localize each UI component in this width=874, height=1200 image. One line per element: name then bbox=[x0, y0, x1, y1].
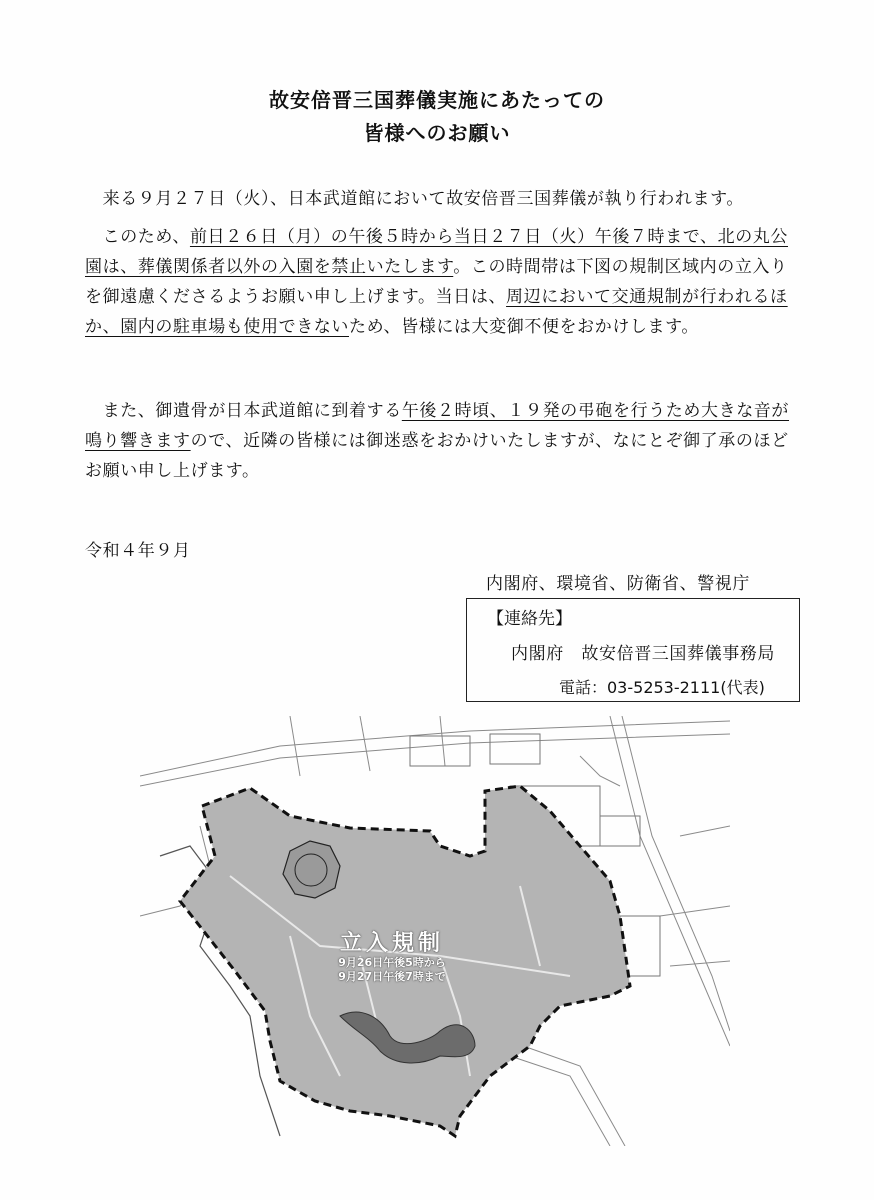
paragraph-2-text-c: ため、皆様には大変御不便をおかけします。 bbox=[349, 317, 699, 337]
restriction-start: 9月26日午後5時から bbox=[338, 956, 446, 969]
contact-box bbox=[466, 598, 800, 702]
paragraph-2-underlined-traffic: 周辺において交通規制が行われるほか、園内の駐車場も使用できない bbox=[85, 287, 788, 337]
paragraph-3-text-b: ので、近隣の皆様には御迷惑をおかけいたしますが、なにとぞ御了承のほどお願い申し上げます。 bbox=[85, 431, 789, 481]
paragraph-3-text-a: また、御遺骨が日本武道館に到着する bbox=[102, 401, 402, 421]
paragraph-2-text-b: 。この時間帯は下図の規制区域内の立入りを御遠慮くださるようお願い申し上げます。当日は、 bbox=[85, 257, 788, 307]
paragraph-salute bbox=[85, 396, 795, 486]
contact-office: 内閣府 故安倍晋三国葬儀事務局 bbox=[511, 644, 775, 664]
notice-title-line2: 皆様へのお願い bbox=[363, 121, 511, 145]
contact-header: 【連絡先】 bbox=[487, 609, 572, 629]
restriction-end: 9月27日午後7時まで bbox=[338, 970, 446, 983]
issue-date: 令和４年９月 bbox=[85, 541, 191, 561]
paragraph-announcement bbox=[85, 184, 795, 214]
restriction-label: 立入規制 bbox=[339, 931, 444, 956]
paragraph-2-text-a: このため、 bbox=[102, 227, 190, 247]
paragraph-3-underlined-salute: 午後２時頃、１９発の弔砲を行うため大きな音が鳴り響きます bbox=[85, 401, 790, 451]
paragraph-1-text: 来る９月２７日（火）、日本武道館において故安倍晋三国葬儀が執り行われます。 bbox=[102, 189, 744, 209]
contact-phone: 電話：03-5253-2111(代表) bbox=[559, 678, 765, 697]
issuing-agencies: 内閣府、環境省、防衛省、警視庁 bbox=[486, 574, 750, 594]
notice-title-line1: 故安倍晋三国葬儀実施にあたっての bbox=[269, 88, 605, 112]
paragraph-2-underlined-closure: 前日２６日（月）の午後５時から当日２７日（火）午後７時まで、北の丸公園は、葬儀関係者以外の入園を禁止いたします bbox=[85, 227, 788, 277]
paragraph-restriction bbox=[85, 222, 795, 342]
